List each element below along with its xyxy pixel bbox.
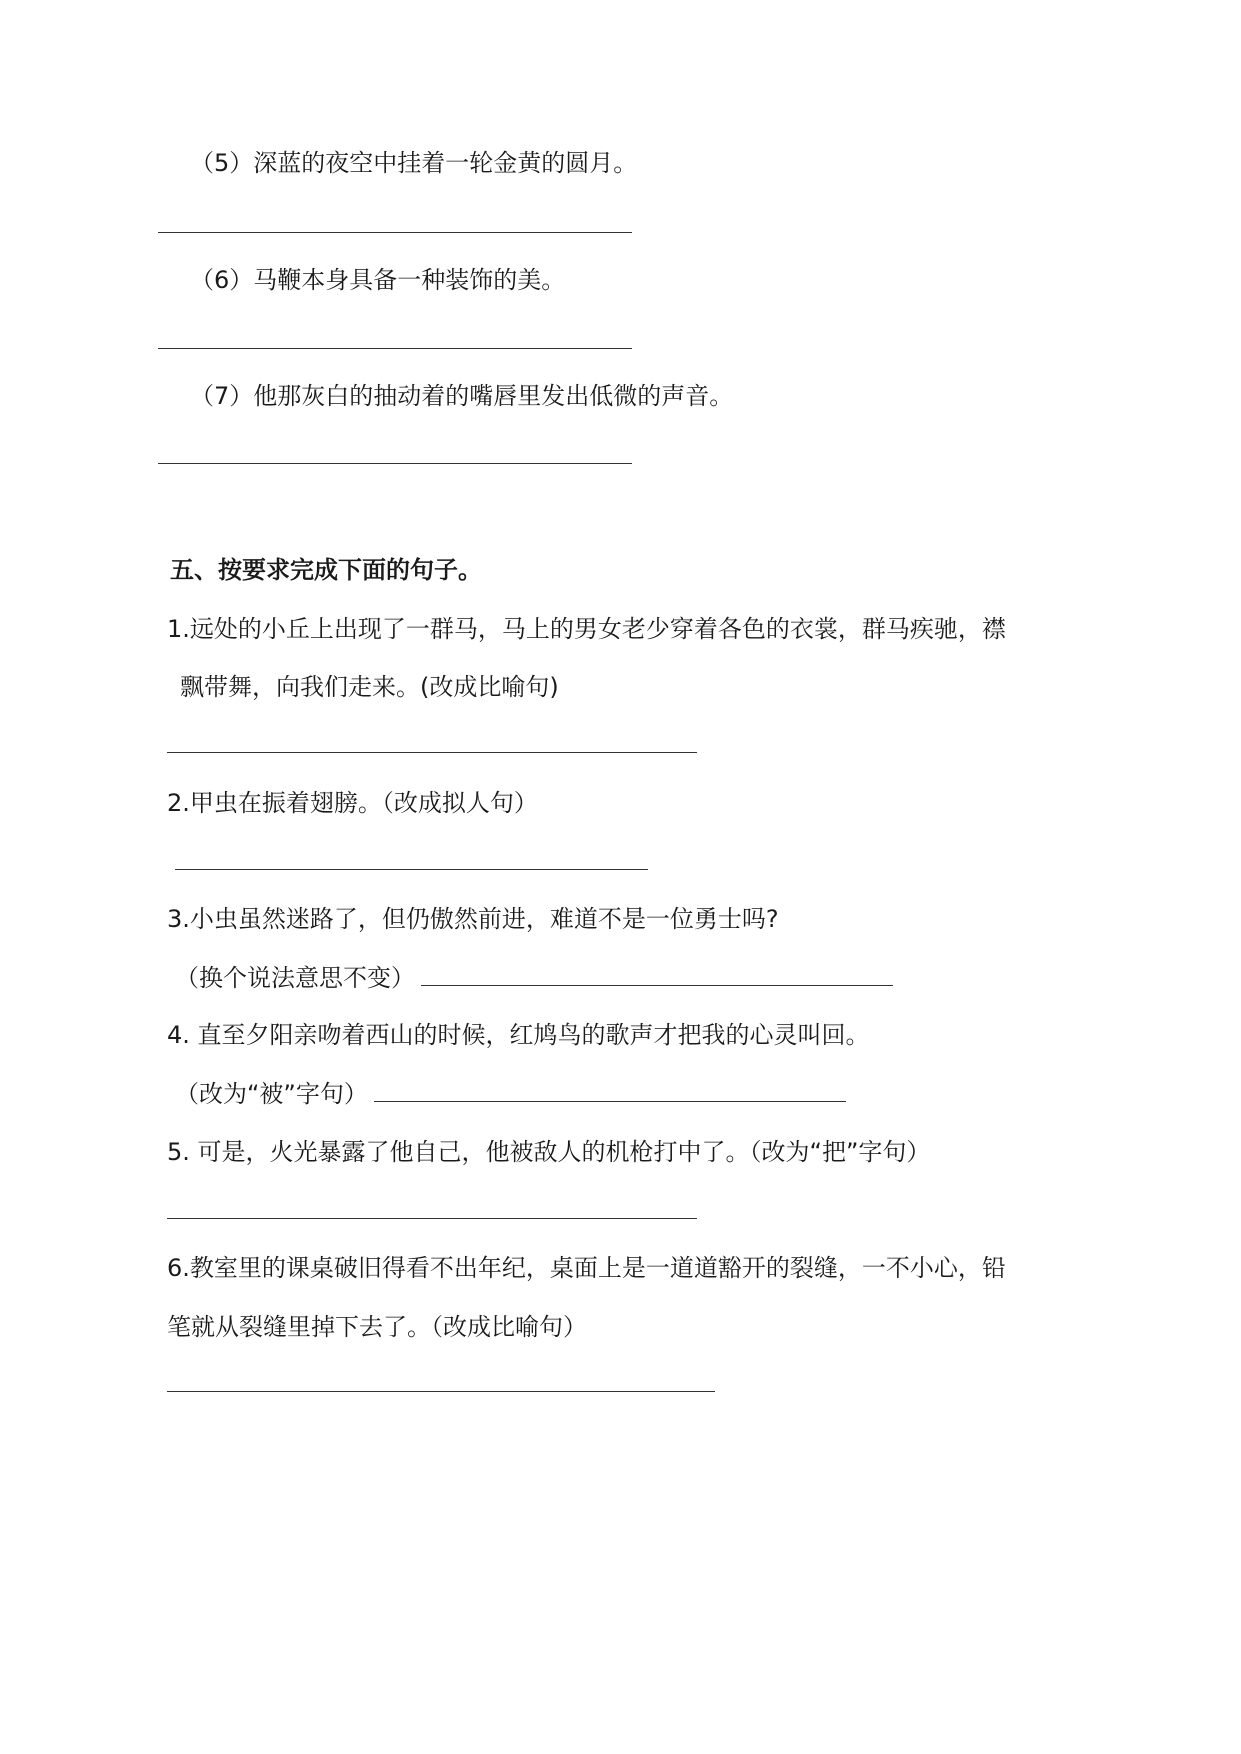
answer-line-q3[interactable] — [421, 961, 893, 986]
item-7: （7）他那灰白的抽动着的嘴唇里发出低微的声音。 — [190, 382, 734, 410]
item-5: （5）深蓝的夜空中挂着一轮金黄的圆月。 — [190, 149, 638, 177]
question-1-line-1: 1.远处的小丘上出现了一群马，马上的男女老少穿着各色的衣裳，群马疾驰，襟 — [167, 615, 1006, 643]
question-6-line-1: 6.教室里的课桌破旧得看不出年纪，桌面上是一道道豁开的裂缝，一不小心，铅 — [167, 1254, 1006, 1282]
answer-line-q4[interactable] — [374, 1077, 846, 1102]
question-4-line-2 — [175, 1077, 846, 1110]
answer-line-7[interactable] — [158, 463, 632, 464]
question-2: 2.甲虫在振着翅膀。（改成拟人句） — [167, 789, 538, 817]
question-3-line-1: 3.小虫虽然迷路了，但仍傲然前进，难道不是一位勇士吗? — [167, 905, 779, 933]
question-3-instruction: （换个说法意思不变） — [175, 964, 415, 992]
answer-line-q5[interactable] — [167, 1218, 697, 1219]
question-4-line-1: 4. 直至夕阳亲吻着西山的时候，红鸠鸟的歌声才把我的心灵叫回。 — [167, 1021, 870, 1049]
question-4-instruction: （改为“被”字句） — [175, 1080, 368, 1108]
answer-line-6[interactable] — [158, 348, 632, 349]
answer-line-q6[interactable] — [167, 1391, 715, 1392]
item-6: （6）马鞭本身具备一种装饰的美。 — [190, 266, 566, 294]
question-1-line-2: 飘带舞，向我们走来。(改成比喻句) — [180, 673, 559, 701]
answer-line-5[interactable] — [158, 232, 632, 233]
question-5: 5. 可是，火光暴露了他自己，他被敌人的机枪打中了。（改为“把”字句） — [167, 1138, 931, 1166]
answer-line-q2[interactable] — [175, 869, 648, 870]
question-3-line-2 — [175, 961, 893, 994]
question-6-line-2: 笔就从裂缝里掉下去了。（改成比喻句） — [167, 1313, 587, 1341]
answer-line-q1[interactable] — [167, 752, 697, 753]
section-heading: 五、按要求完成下面的句子。 — [170, 556, 482, 584]
